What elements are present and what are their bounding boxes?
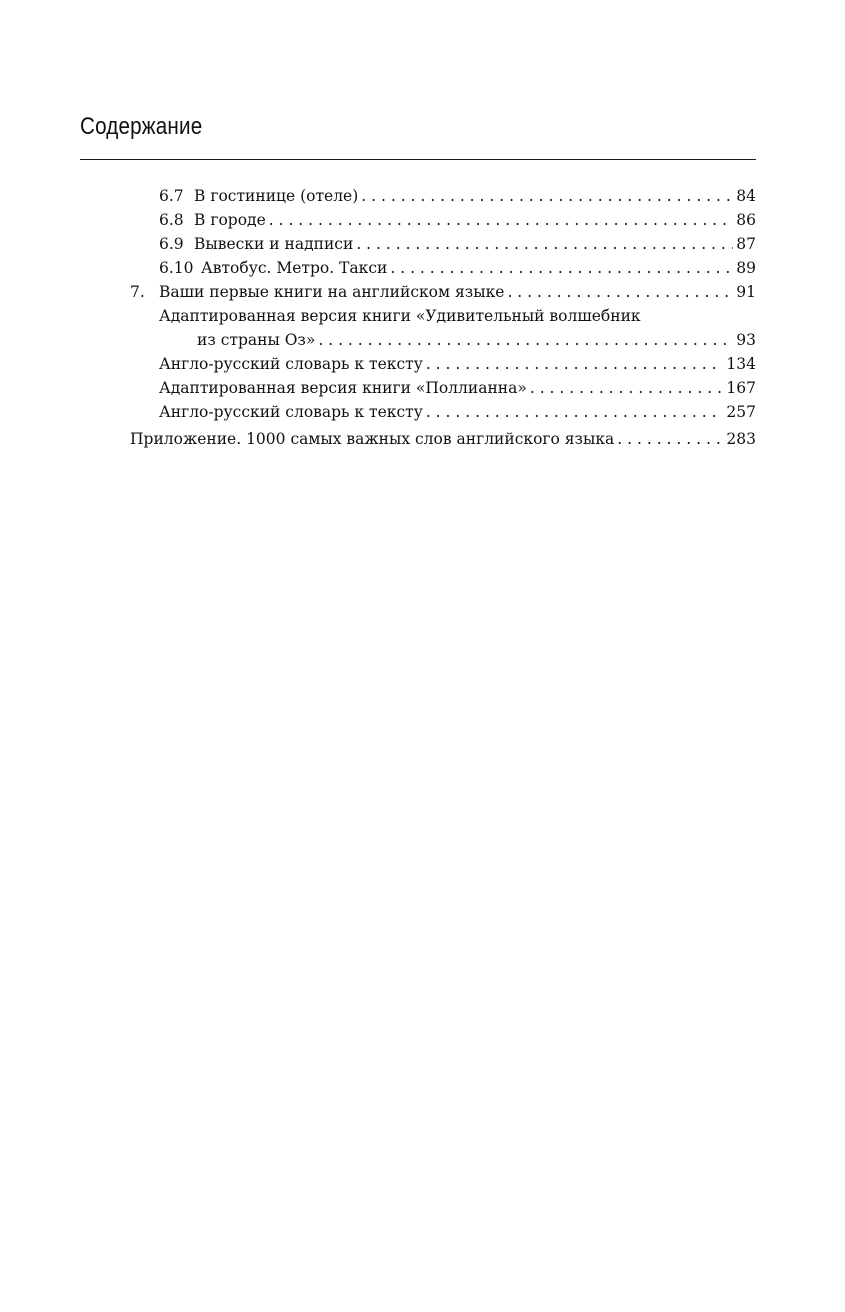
- toc-entry-page: 86: [736, 211, 756, 229]
- toc-entry-page: 84: [736, 187, 756, 205]
- toc-entry-text: [159, 185, 358, 207]
- dot-leader: [269, 209, 734, 231]
- toc-entry-text: [159, 209, 266, 231]
- dot-leader: [390, 257, 733, 279]
- toc-entry[interactable]: [159, 401, 756, 423]
- dot-leader: [318, 329, 733, 351]
- toc-entry-text: [159, 233, 353, 255]
- toc-entry-number: 6.9: [159, 235, 184, 253]
- toc-entry-text: [159, 377, 527, 399]
- toc-entry-title: Ваши первые книги на английском языке: [159, 283, 505, 301]
- toc-entry-text: [130, 428, 614, 450]
- toc-entry[interactable]: [197, 329, 756, 351]
- toc-entry-title: В гостинице (отеле): [194, 187, 359, 205]
- toc-entry[interactable]: [159, 185, 756, 207]
- toc-entry-number: 6.7: [159, 187, 184, 205]
- toc-entry[interactable]: [159, 233, 756, 255]
- toc-entry-title: Приложение. 1000 самых важных слов английского языка: [130, 430, 615, 448]
- toc-entry-page: 91: [736, 283, 756, 301]
- toc-entry[interactable]: [130, 428, 756, 450]
- dot-leader: [361, 185, 733, 207]
- toc-entry-page: 167: [726, 379, 756, 397]
- toc-entry-title: В городе: [194, 211, 266, 229]
- dot-leader: [426, 353, 724, 375]
- toc-entry-title: Автобус. Метро. Такси: [201, 259, 388, 277]
- toc-entry-title: Вывески и надписи: [194, 235, 354, 253]
- dot-leader: [530, 377, 724, 399]
- toc-entry-page: 134: [726, 355, 756, 373]
- toc-entry-title: Англо-русский словарь к тексту: [159, 355, 423, 373]
- toc-entry-number: 6.10: [159, 259, 194, 277]
- toc-entry-title: Англо-русский словарь к тексту: [159, 403, 423, 421]
- toc-entry[interactable]: [159, 209, 756, 231]
- toc-entry-title-line1[interactable]: Адаптированная версия книги «Удивительный волшебник: [159, 307, 641, 325]
- toc-entry[interactable]: [159, 353, 756, 375]
- toc-entry-title-line2: из страны Оз»: [197, 331, 316, 349]
- toc-entry-title: Адаптированная версия книги «Поллианна»: [159, 379, 527, 397]
- toc-entry-text: [159, 353, 423, 375]
- toc-entry-page: 283: [726, 430, 756, 448]
- toc-entry-page: 93: [736, 331, 756, 349]
- dot-leader: [356, 233, 733, 255]
- dot-leader: [507, 281, 733, 303]
- toc-entry-number: 6.8: [159, 211, 184, 229]
- dot-leader: [617, 428, 723, 450]
- toc-entry[interactable]: [159, 377, 756, 399]
- dot-leader: [426, 401, 724, 423]
- toc-entry-text: [197, 329, 315, 351]
- toc-entry[interactable]: [130, 281, 756, 303]
- toc-entry-page: 89: [736, 259, 756, 277]
- toc-entry-text: [159, 257, 387, 279]
- toc-entry-page: 257: [726, 403, 756, 421]
- toc-entry-number: 7.: [130, 283, 145, 301]
- toc-entry-page: 87: [736, 235, 756, 253]
- toc-entry-text: [130, 281, 504, 303]
- toc-entry[interactable]: [159, 257, 756, 279]
- page-title: Содержание: [80, 113, 203, 140]
- toc-entry-text: [159, 401, 423, 423]
